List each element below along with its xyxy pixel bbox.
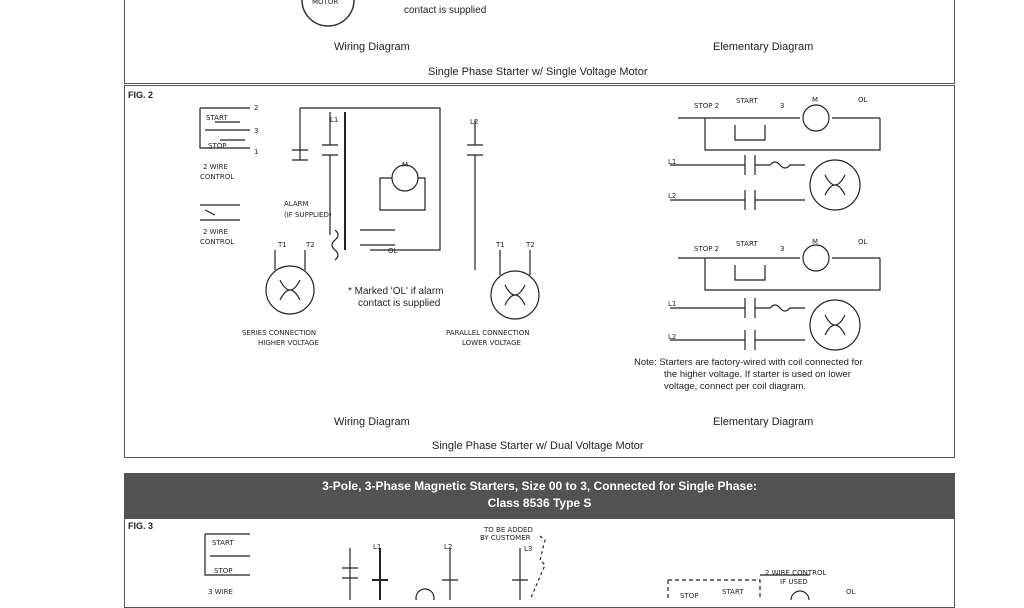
fig2-el-l1-label-2: L1 [668,300,677,308]
fig2-if-supplied: (IF SUPPLIED) [284,211,332,219]
fig2-l2: L2 [470,118,479,126]
fig2-title: Single Phase Starter w/ Dual Voltage Motor [432,440,644,452]
fig2-series-t1: T1 [278,241,287,249]
fig2-2wire-b: CONTROL [200,173,235,181]
fig1-ol-note: contact is supplied [404,5,487,16]
fig2-el-m-1: M [812,96,819,104]
fig2-series-b: HIGHER VOLTAGE [258,339,319,347]
fig3-l3: L3 [524,545,533,553]
fig2-elementary-caption: Elementary Diagram [713,416,814,428]
banner-line1: 3-Pole, 3-Phase Magnetic Starters, Size 00 to 3, Connected for Single Phase: [322,479,757,493]
fig3-bus [342,548,358,600]
banner-line2: Class 8536 Type S [487,496,592,510]
fig2-el-start-1: START [736,97,758,105]
fig2-alarm: ALARM [284,200,309,208]
fig3-label: FIG. 3 [128,521,154,531]
fig2-el-l2-label-1: L2 [668,192,677,200]
fig3-el-start: START [722,588,744,596]
fig2-note-c: voltage, connect per coil diagram. [664,381,807,392]
fig1-wiring-caption: Wiring Diagram [334,41,410,53]
fig3-l1: L1 [373,543,382,551]
fig2-el-ol-2: OL [858,238,868,246]
fig2-label: FIG. 2 [128,90,154,100]
fig3-l2: L2 [444,543,453,551]
fig2-n3: 3 [254,127,259,135]
fig2-el-n3-2: 3 [780,245,785,253]
fig2-el-stop-2: STOP 2 [694,245,720,253]
fig2-coil-m: M [402,161,409,169]
fig2-parallel-b: LOWER VOLTAGE [462,339,521,347]
fig2-parallel-t2: T2 [526,241,535,249]
fig3-if-used: IF USED [780,578,808,586]
fig2-n2: 2 [254,104,259,112]
fig2-star-note-b: contact is supplied [358,298,441,309]
fig2-2wire-a: 2 WIRE [203,163,228,171]
fig3-ol: OL [846,588,856,596]
fig3-3wire: 3 WIRE [208,588,233,596]
fig3-2wire-control: 2 WIRE CONTROL [765,569,827,577]
fig2-note-a: Note: Starters are factory-wired with coil connected for [634,357,863,368]
fig2-wiring-caption: Wiring Diagram [334,416,410,428]
fig2-note-b: the higher voltage. If starter is used on lower [664,369,851,380]
fig1-motor-label: MOTOR [312,0,339,6]
fig3-to-be-added-b: BY CUSTOMER [480,534,531,542]
fig3-el-stop: STOP [680,592,699,600]
fig2-el-ol-1: OL [858,96,868,104]
fig2-el-l2-label-2: L2 [668,333,677,341]
fig2-series-a: SERIES CONNECTION [242,329,317,337]
fig2-el-stop-1: STOP 2 [694,102,720,110]
fig2-el-n3-1: 3 [780,102,785,110]
fig3-to-be-added-a: TO BE ADDED [484,526,533,534]
fig2-el-l1-label-1: L1 [668,158,677,166]
fig2-l1: L1 [330,116,339,124]
fig2-series-t2: T2 [306,241,315,249]
fig2-el-m-2: M [812,238,819,246]
fig2-parallel-a: PARALLEL CONNECTION [446,329,530,337]
fig2-el-start-2: START [736,240,758,248]
fig2-n1: 1 [254,148,259,156]
fig1-elementary-caption: Elementary Diagram [713,41,814,53]
fig3-stop: STOP [214,567,233,575]
fig2-2wire-c: 2 WIRE [203,228,228,236]
fig2-2wire-d: CONTROL [200,238,235,246]
fig2-ol: OL [388,247,398,255]
fig3-start: START [212,539,234,547]
fig1-title: Single Phase Starter w/ Single Voltage Motor [428,66,648,78]
fig2-star-note-a: * Marked 'OL' if alarm [348,286,444,297]
fig2-stop-label: STOP [208,142,227,150]
fig2-parallel-t1: T1 [496,241,505,249]
fig2-start-label: START [206,114,228,122]
